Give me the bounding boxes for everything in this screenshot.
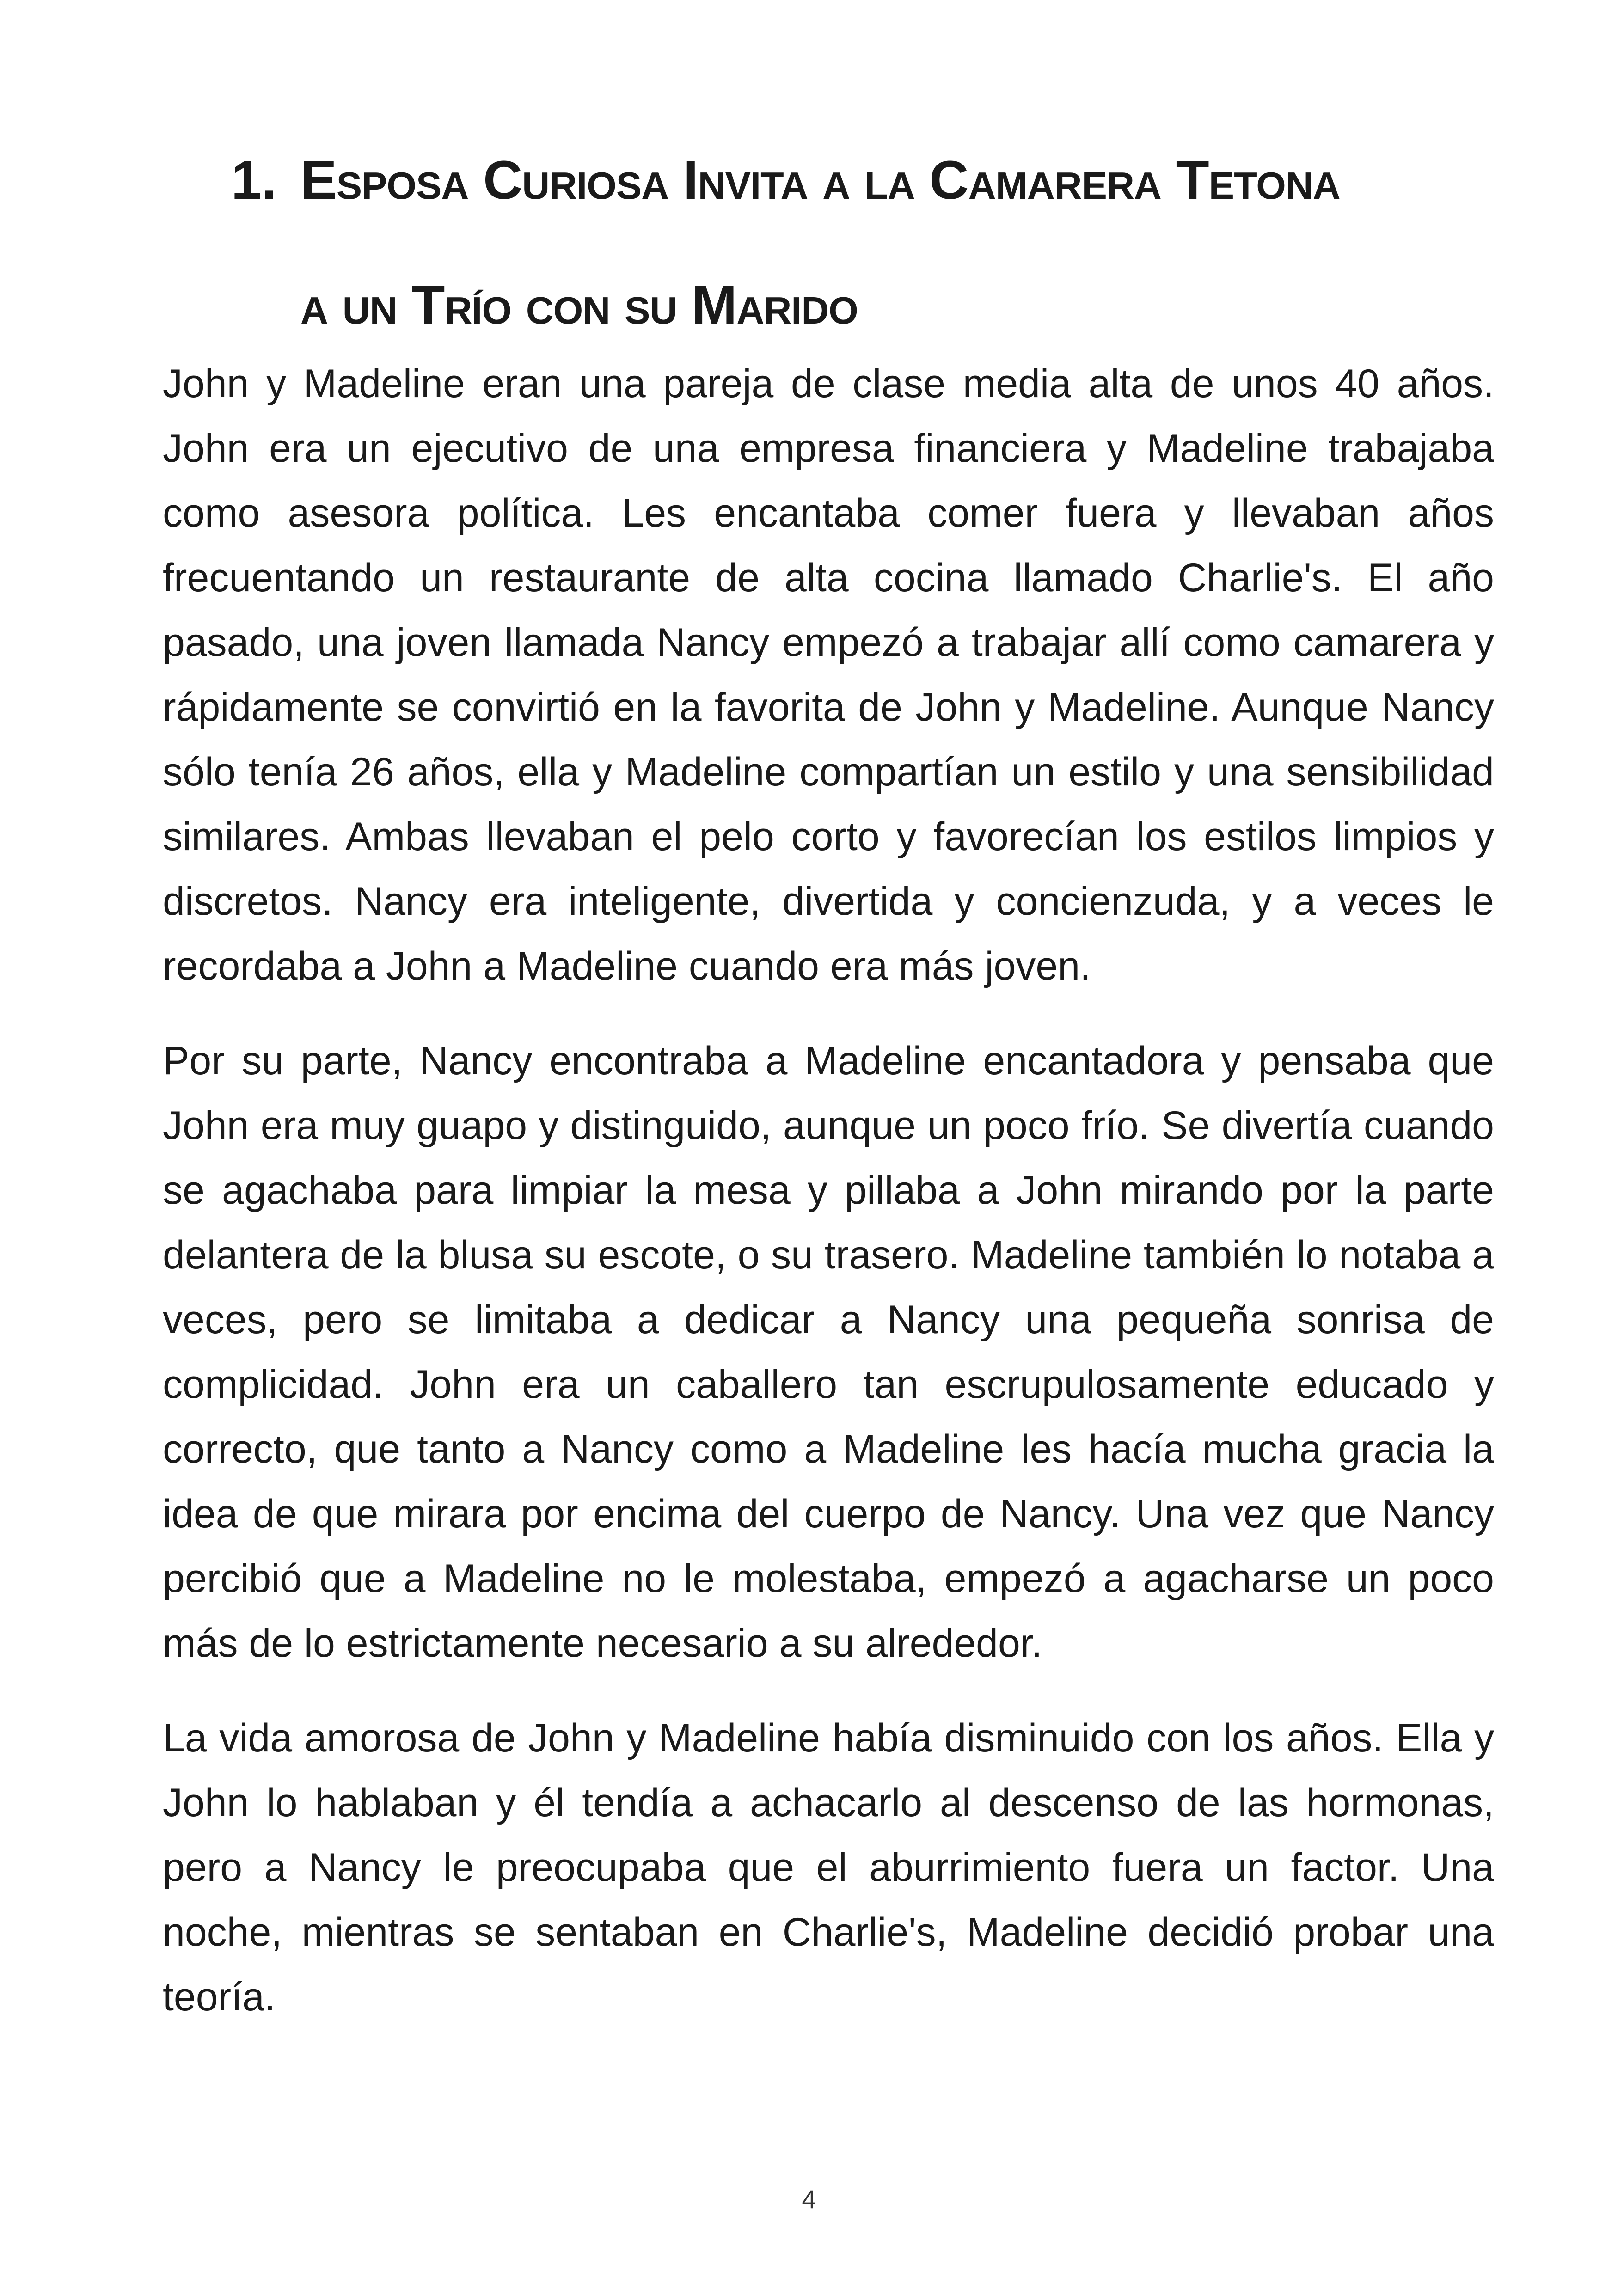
chapter-title-line-1: Esposa Curiosa Invita a la Camarera Tetona [300, 150, 1340, 211]
paragraph: Por su parte, Nancy encontraba a Madeline encantadora y pensaba que John era muy guapo y distinguido, aunque un poco frío. Se divertía cuando se agachaba para limpiar la mesa y pillaba a John mirando por la parte delantera de la blusa su escote, o su trasero. Madeline también lo notaba a veces, pero se limitaba a dedicar a Nancy una pequeña sonrisa de complicidad. John era un caballero tan escrupulosamente educado y correcto, que tanto a Nancy como a Madeline les hacía mucha gracia la idea de que mirara por encima del cuerpo de Nancy. Una vez que Nancy percibió que a Madeline no le molestaba, empezó a agacharse un poco más de lo estrictamente necesario a su alrededor. [163, 1039, 1494, 1665]
chapter-title [231, 118, 1516, 367]
chapter-number: 1. [231, 150, 277, 211]
paragraph: John y Madeline eran una pareja de clase media alta de unos 40 años. John era un ejecutivo de una empresa financiera y Madeline trabajaba como asesora política. Les encantaba comer fuera y llevaban años frecuentando un restaurante de alta cocina llamado Charlie's. El año pasado, una joven llamada Nancy empezó a trabajar allí como camarera y rápidamente se convirtió en la favorita de John y Madeline. Aunque Nancy sólo tenía 26 años, ella y Madeline compartían un estilo y una sensibilidad similares. Ambas llevaban el pelo corto y favorecían los estilos limpios y discretos. Nancy era inteligente, divertida y concienzuda, y a veces le recordaba a John a Madeline cuando era más joven. [163, 361, 1494, 988]
paragraph: La vida amorosa de John y Madeline había disminuido con los años. Ella y John lo hablaban y él tendía a achacarlo al descenso de las hormonas, pero a Nancy le preocupaba que el aburrimiento fuera un factor. Una noche, mientras se sentaban en Charlie's, Madeline decidió probar una teoría. [163, 1716, 1494, 2019]
body-text [163, 351, 1494, 2059]
chapter-title-line-2: a un Trío con su Marido [300, 275, 858, 336]
page-number: 4 [802, 2185, 816, 2214]
